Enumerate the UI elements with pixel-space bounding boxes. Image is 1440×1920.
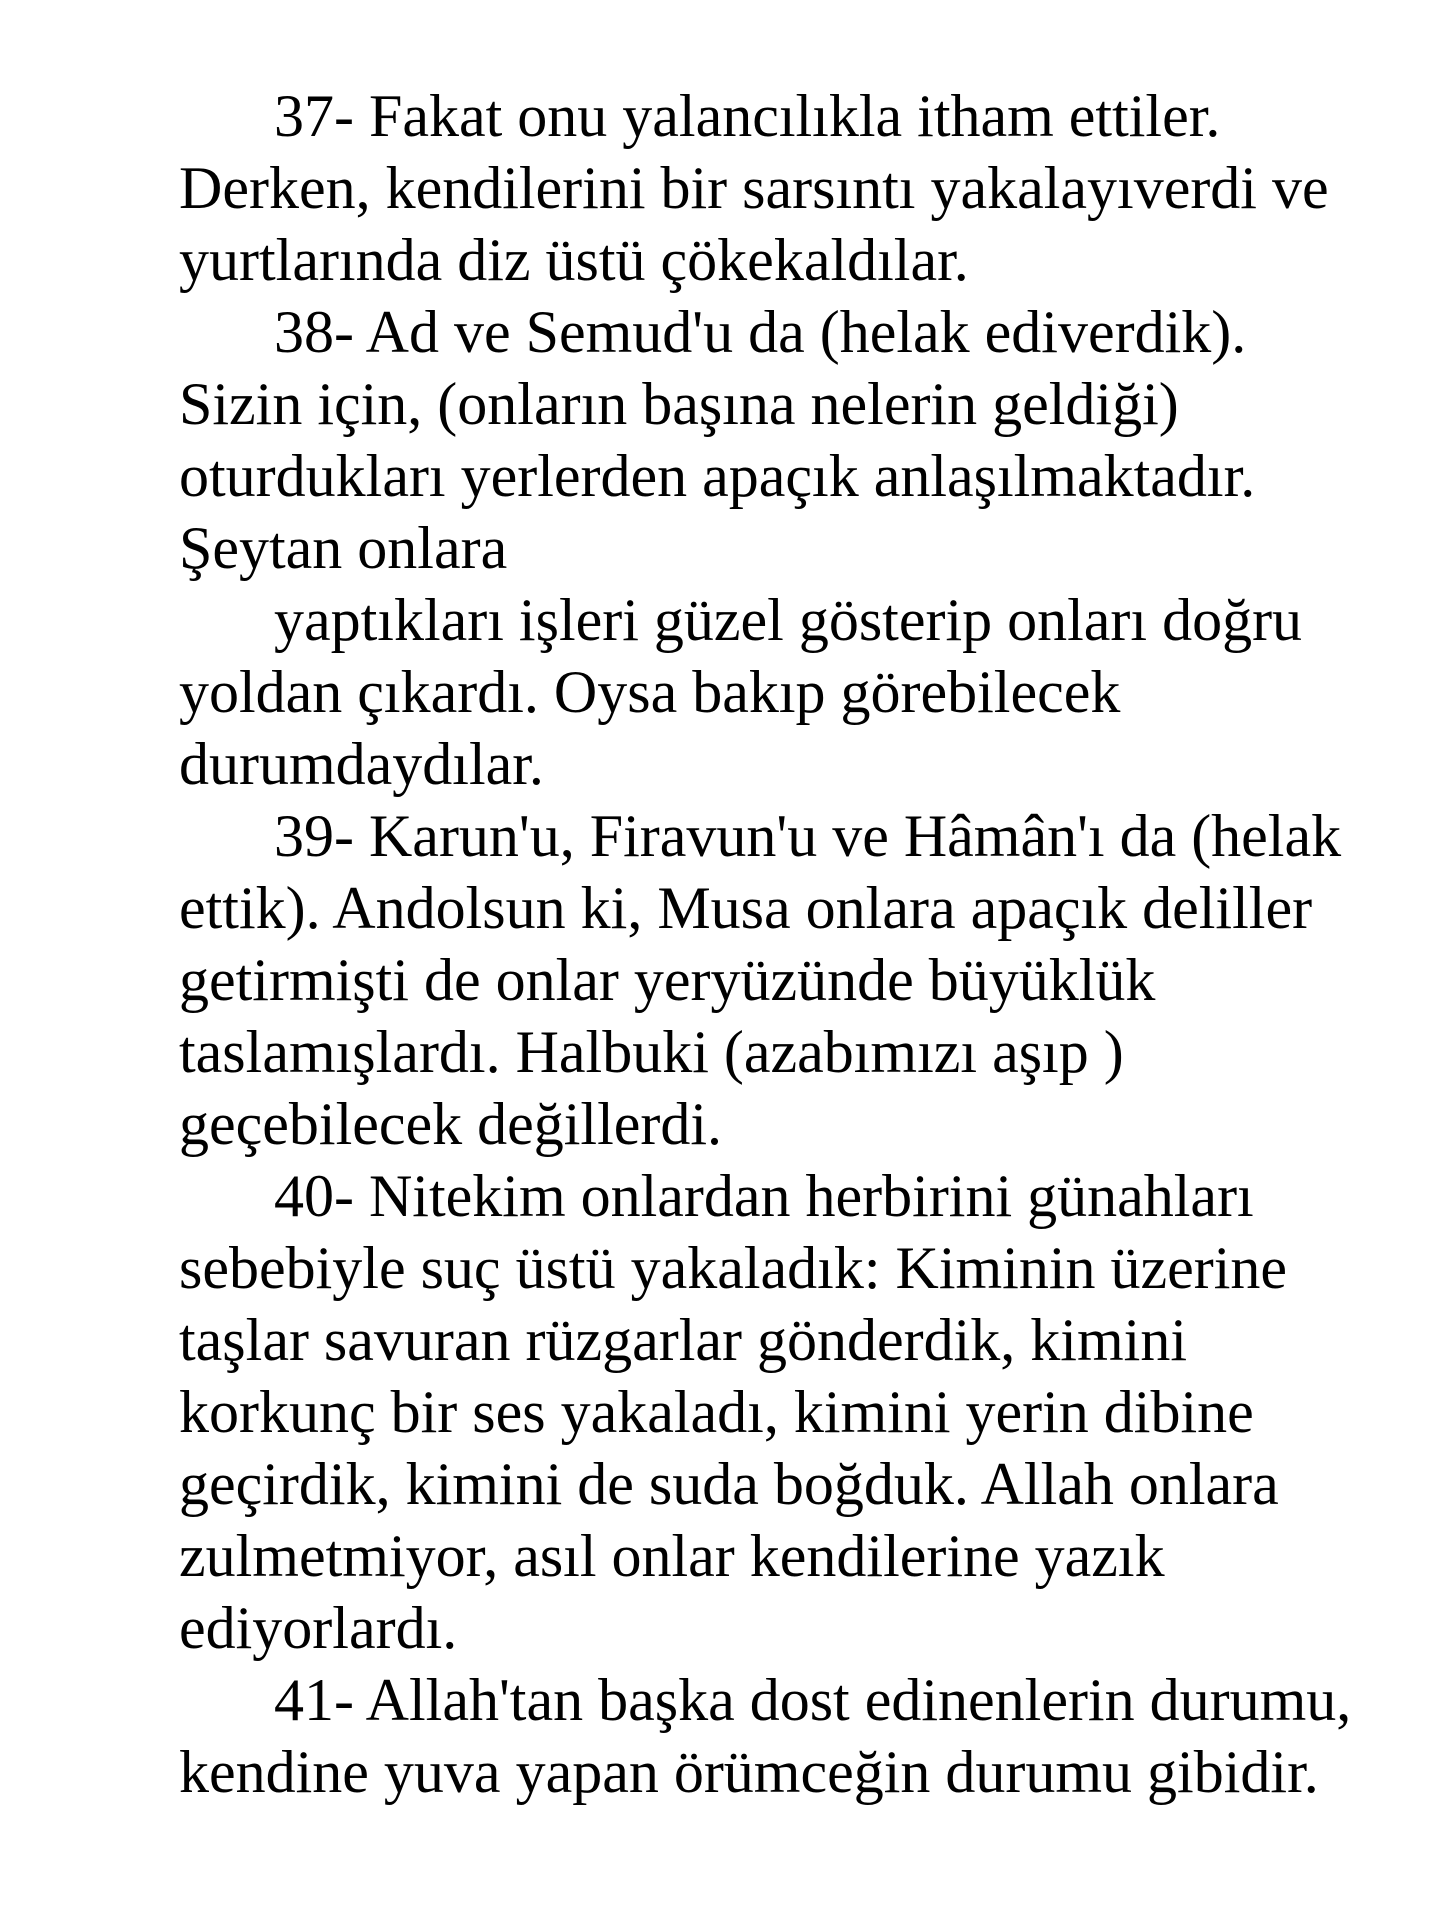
text-line: 39- Karun'u, Firavun'u ve Hâmân'ı da (helak — [274, 803, 1342, 869]
text-line: sebebiyle suç üstü yakaladık: Kiminin üzerine — [179, 1235, 1288, 1301]
text-line: durumdaydılar. — [179, 731, 544, 797]
text-line: yaptıkları işleri güzel gösterip onları doğru — [274, 587, 1303, 653]
text-line: taslamışlardı. Halbuki (azabımızı aşıp ) — [179, 1019, 1124, 1085]
paragraph-verse-41 — [84, 1664, 1384, 1808]
text-line: kendine yuva yapan örümceğin durumu gibidir. — [179, 1739, 1319, 1805]
text-line: 40- Nitekim onlardan herbirini günahları — [274, 1163, 1254, 1229]
paragraph-verse-38 — [84, 296, 1384, 584]
text-line: ediyorlardı. — [179, 1595, 458, 1661]
text-line: geçebilecek değillerdi. — [179, 1091, 723, 1157]
text-line: ettik). Andolsun ki, Musa onlara apaçık deliller — [179, 875, 1313, 941]
text-line: Sizin için, (onların başına nelerin geldiği) — [179, 371, 1179, 437]
text-line: 37- Fakat onu yalancılıkla itham ettiler. — [274, 83, 1221, 149]
text-line: yurtlarında diz üstü çökekaldılar. — [179, 227, 969, 293]
text-line: 38- Ad ve Semud'u da (helak ediverdik). — [274, 299, 1247, 365]
paragraph-verse-40 — [84, 1160, 1384, 1664]
text-line: geçirdik, kimini de suda boğduk. Allah onlara — [179, 1451, 1279, 1517]
text-line: getirmişti de onlar yeryüzünde büyüklük — [179, 947, 1156, 1013]
text-line: Şeytan onlara — [179, 515, 508, 581]
text-line: korkunç bir ses yakaladı, kimini yerin dibine — [179, 1379, 1254, 1445]
document-body — [84, 80, 1384, 1808]
text-line: Derken, kendilerini bir sarsıntı yakalayıverdi ve — [179, 155, 1329, 221]
paragraph-verse-37 — [84, 80, 1384, 296]
text-line: taşlar savuran rüzgarlar gönderdik, kimini — [179, 1307, 1187, 1373]
text-line: oturdukları yerlerden apaçık anlaşılmaktadır. — [179, 443, 1256, 509]
text-line: 41- Allah'tan başka dost edinenlerin durumu, — [274, 1667, 1352, 1733]
text-line: yoldan çıkardı. Oysa bakıp görebilecek — [179, 659, 1121, 725]
paragraph-verse-38-continued — [84, 584, 1384, 800]
paragraph-verse-39 — [84, 800, 1384, 1160]
text-line: zulmetmiyor, asıl onlar kendilerine yazık — [179, 1523, 1165, 1589]
